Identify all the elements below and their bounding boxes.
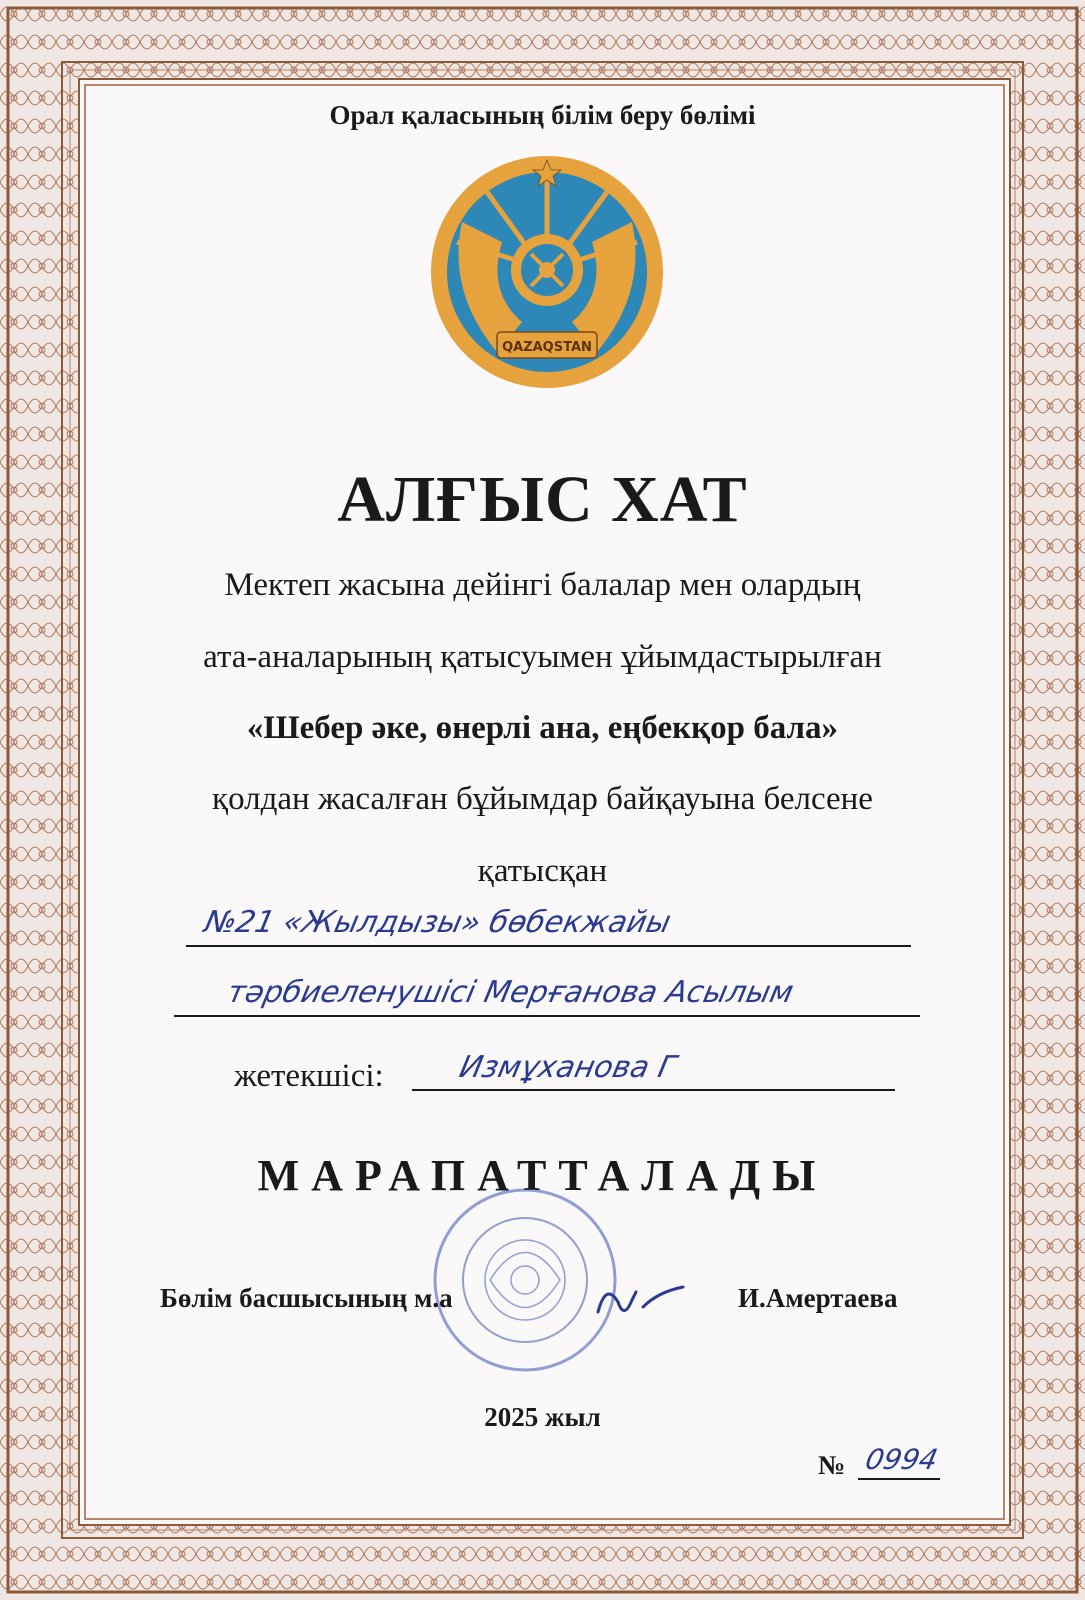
body-line-2: ата-аналарының қатысуымен ұйымдастырылған <box>203 639 882 675</box>
underline-3 <box>412 1089 895 1091</box>
number-underline <box>858 1478 940 1480</box>
issue-year: 2025 жыл <box>484 1402 601 1432</box>
contest-name: «Шебер әке, өнерлі ана, еңбекқор бала» <box>246 710 839 746</box>
state-emblem-icon <box>427 152 667 392</box>
award-text: МАРАПАТТАЛАДЫ <box>257 1151 828 1200</box>
certificate-number-label: № <box>818 1450 846 1480</box>
handwritten-recipient-line-2: тәрбиеленушісі Мерғанова Асылым <box>224 975 797 1010</box>
body-line-5: қатысқан <box>477 853 608 889</box>
signatory-name: И.Амертаева <box>738 1283 898 1313</box>
body-line-4: қолдан жасалған бұйымдар байқауына белсене <box>212 781 873 817</box>
signatory-position: Бөлім басшысының м.а <box>160 1283 453 1313</box>
handwritten-leader-name: Измұханова Г <box>456 1050 679 1085</box>
emblem-caption: QAZAQSTAN <box>502 340 592 355</box>
leader-label: жетекшісі: <box>234 1058 384 1094</box>
handwritten-signature <box>588 1272 688 1332</box>
underline-2 <box>174 1015 920 1017</box>
certificate-number: 0994 <box>862 1443 941 1476</box>
department-heading: Орал қаласының білім беру бөлімі <box>329 100 756 130</box>
underline-1 <box>186 945 911 947</box>
handwritten-recipient-line-1: №21 «Жылдызы» бөбекжайы <box>201 905 674 940</box>
body-line-1: Мектеп жасына дейінгі балалар мен олардың <box>224 567 861 603</box>
certificate-title: АЛҒЫС ХАТ <box>337 463 748 536</box>
